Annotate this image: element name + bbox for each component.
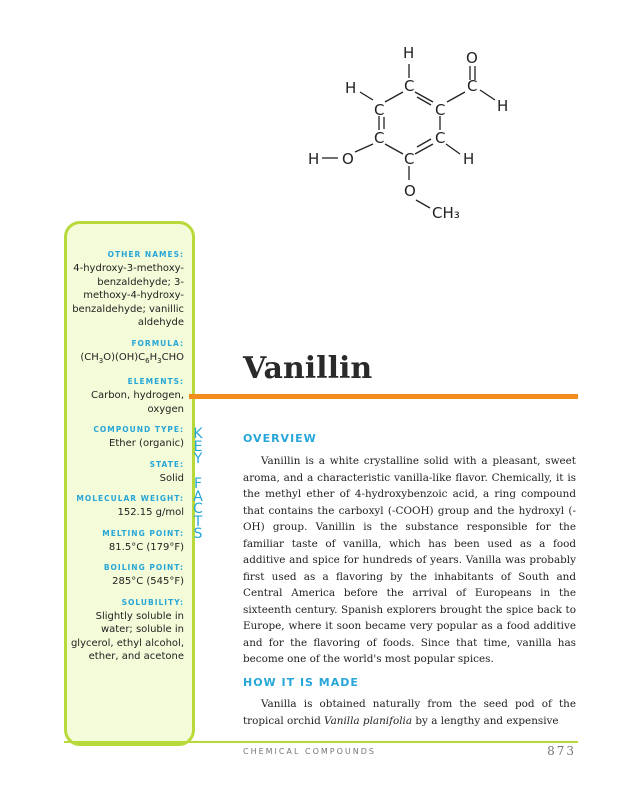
bond-ctop-cleft: [385, 92, 403, 102]
key-fact-other-names: [67, 250, 184, 330]
page-title: Vanillin: [243, 351, 373, 386]
key-facts-side-label: [190, 428, 206, 541]
side-label-letter: K: [193, 426, 203, 442]
atom-c-carbonyl: C: [467, 77, 478, 95]
how-it-is-made-paragraph: [243, 696, 576, 729]
atom-c-bottom: C: [404, 150, 415, 168]
key-fact-formula: [67, 339, 184, 369]
key-fact-solubility: [67, 598, 184, 664]
atom-h-top: H: [403, 44, 415, 62]
page-number: 873: [547, 744, 576, 758]
overview-heading: OVERVIEW: [243, 432, 317, 445]
key-facts-panel: [64, 221, 195, 746]
key-fact-boiling-point: [67, 563, 184, 589]
species-name: Vanilla planifolia: [324, 714, 413, 727]
atom-c-right-bottom: C: [435, 129, 446, 147]
title-rule: [189, 394, 578, 399]
key-fact-label: STATE:: [149, 459, 184, 469]
key-fact-label: MOLECULAR WEIGHT:: [76, 494, 184, 503]
key-fact-label: SOLUBILITY:: [121, 597, 184, 607]
key-fact-label: BOILING POINT:: [103, 563, 184, 572]
bond-cright-carbonyl: [447, 92, 465, 102]
vanillin-structure-diagram: [290, 30, 530, 230]
overview-paragraph: Vanillin is a white crystalline solid with a pleasant, sweet aroma, and a characteristic vanilla-like flavor. Chemically, it is the methyl ether of 4-hydroxybenzoic acid, a ring compound that contains the carboxyl (-COOH) group and the hydroxyl (-OH) group. Vanillin is the substance responsible for the familiar taste of vanilla, which has been used as a food additive and spice for hundreds of years. Vanilla was probably first used as a flavoring by the inhabitants of South and Central America before the arrival of Europeans in the sixteenth century. Spanish explorers brought the spice back to Europe, where it soon became very popular as a food additive and for the flavoring of foods. Since that time, vanilla has become one of the world's most popular spices.: [243, 455, 576, 665]
how-made-text-end: by a lengthy and expensive: [412, 714, 559, 727]
key-fact-value: Ether (organic): [109, 438, 184, 449]
bond-crightb-cbottom: [415, 144, 433, 154]
key-fact-melting-point: [67, 529, 184, 555]
side-label-letter: C: [193, 501, 203, 517]
side-label-letter: T: [193, 513, 203, 530]
key-fact-elements: [67, 377, 184, 416]
atom-c-top: C: [404, 77, 415, 95]
key-fact-label: OTHER NAMES:: [107, 250, 184, 259]
footer-section-label: CHEMICAL COMPOUNDS: [243, 747, 376, 756]
key-fact-label: COMPOUND TYPE:: [93, 425, 184, 434]
side-label-letter: A: [193, 488, 203, 505]
bond-carbonyl-h: [480, 90, 495, 100]
footer-rule: [64, 741, 578, 743]
bond-o-methyl: [416, 200, 430, 208]
bond-ctop-cright-double: [417, 97, 431, 105]
side-label-letter: F: [193, 476, 203, 492]
key-fact-label: FORMULA:: [131, 338, 184, 348]
side-label-letter: S: [193, 526, 203, 542]
atom-methyl: CH₃: [432, 204, 460, 222]
key-fact-value: 285°C (545°F): [112, 576, 184, 587]
atom-o-methoxy: O: [404, 182, 416, 200]
key-fact-value: 152.15 g/mol: [117, 507, 184, 518]
key-fact-label: MELTING POINT:: [102, 528, 184, 538]
atom-h-aldehyde: H: [497, 97, 509, 115]
atom-h-right: H: [463, 150, 475, 168]
atom-c-left-bottom: C: [374, 129, 385, 147]
key-fact-value: $(CH_3O)(OH)C_6H_3CHO$: [80, 351, 184, 365]
key-fact-value: Slightly soluble in water; soluble in glycerol, ethyl alcohol, ether, and acetone: [70, 610, 184, 662]
atom-h-hydroxyl: H: [308, 150, 320, 168]
atom-h-left: H: [345, 79, 357, 97]
key-fact-value: 81.5°C (179°F): [108, 541, 184, 553]
key-fact-label: ELEMENTS:: [127, 377, 184, 386]
side-label-letter: E: [193, 438, 203, 455]
key-fact-state: [67, 460, 184, 486]
side-label-letter: Y: [193, 451, 203, 467]
how-it-is-made-heading: HOW IT IS MADE: [243, 676, 359, 689]
key-fact-value: Solid: [159, 472, 184, 484]
atom-o-aldehyde: O: [466, 49, 478, 67]
atom-c-left-top: C: [374, 101, 385, 119]
bond-hleft-cleft: [360, 92, 373, 100]
bond-crightb-h: [446, 144, 460, 154]
how-made-text-start: Vanilla is obtained naturally from the seed pod of the tropical orchid: [243, 698, 576, 727]
bond-cleftb-cbottom: [385, 144, 403, 154]
atom-o-hydroxyl: O: [342, 150, 354, 168]
key-fact-compound-type: [67, 425, 184, 451]
atom-c-right-top: C: [435, 101, 446, 119]
key-fact-molecular-weight: [67, 494, 184, 520]
key-fact-value: Carbon, hydrogen, oxygen: [90, 390, 184, 415]
bond-cleftb-o: [355, 144, 373, 152]
key-fact-value: 4-hydroxy-3-methoxy-benzaldehyde; 3-methoxy-4-hydroxy-benzaldehyde; vanillic aldehyde: [72, 263, 184, 328]
